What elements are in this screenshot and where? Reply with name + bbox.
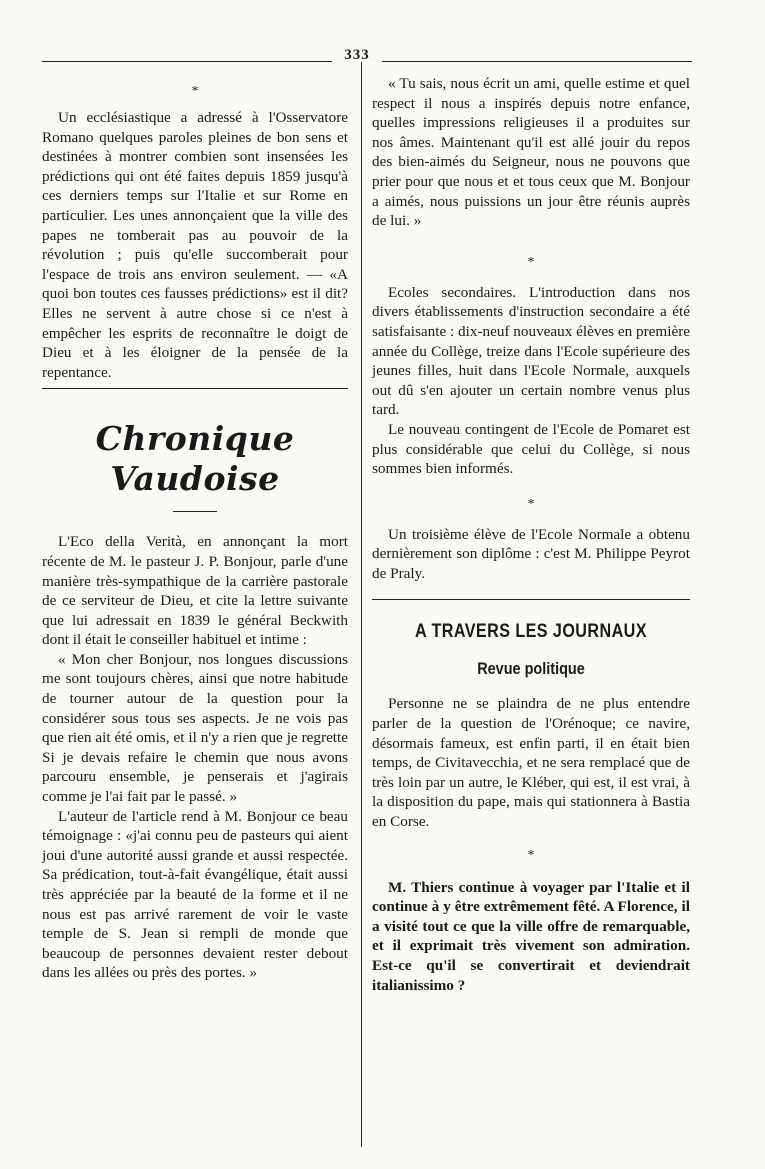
left-column bbox=[42, 72, 348, 983]
ornament-star: * bbox=[191, 84, 199, 99]
article-thiers: M. Thiers continue à voyager par l'Italie et il continue à y être extrêmement fêté. A Florence, il a visité tout ce que la ville offre de remarquable, et il exprimait très vivement son admiration. Est-ce qu'il se convertirait et deviendrait italianissimo ? bbox=[372, 878, 690, 994]
heading-rule bbox=[173, 511, 217, 512]
right-column bbox=[372, 72, 690, 995]
letter-beckwith: « Mon cher Bonjour, nos longues discussions me sont toujours chères, ainsi que notre habitude de tourner autour de la question pour la considérer sous tous ses aspects. Je ne vois pas que rien ait été omis, et il n'y a rien que je regrette Si je devais refaire le chemin que nous avons parcouru ensemble, je penserais et j'agirais comme je l'ai fait par le passé. » bbox=[42, 650, 348, 806]
chronique-heading: Chronique Vaudoise bbox=[95, 419, 295, 499]
article-bonjour: L'Eco della Verità, en annonçant la mort récente de M. le pasteur J. P. Bonjour, parle d'une manière très-sympathique de la carrière pastorale de ce serviteur de Dieu, et cite la lettre suivante que lui adressait en 1839 le général Beckwith dont il était le conseiller habituel et intime : bbox=[42, 533, 348, 649]
article-pomaret: Le nouveau contingent de l'Ecole de Pomaret est plus considérable que celui du Collège, si nous sommes bien informés. bbox=[372, 420, 690, 478]
article-peyrot: Un troisième élève de l'Ecole Normale a obtenu dernièrement son diplôme : c'est M. Philippe Peyrot de Praly. bbox=[372, 525, 690, 582]
ornament-star: * bbox=[527, 254, 535, 270]
article-bonjour-tribute: L'auteur de l'article rend à M. Bonjour ce beau témoignage : «j'ai connu peu de pasteurs qui aient joui d'une autorité aussi grande et aussi respectée. Sa prédication, tout-à-fait évangélique, était aussi très appréciée par la beauté de la forme et il ne nous est pas arrivé rarement de voir le vaste temple de S. Jean si rempli de monde que beaucoup de personnes devaient rester debout dans les allées ou près des portes. » bbox=[42, 807, 348, 982]
section-rule bbox=[372, 599, 690, 600]
ornament-star: * bbox=[527, 496, 535, 512]
column-divider bbox=[361, 62, 362, 1147]
ornament-star: * bbox=[527, 847, 535, 863]
article-ecoles: Ecoles secondaires. L'introduction dans nos divers établissements d'instruction secondaire a été satisfaisante : dix-neuf nouveaux élèves en première année du Collège, treize dans l'Ecole supérieure des jeunes filles, huit dans l'Ecole Normale, auxquels out dû s'en ajouter un certain nombre venus plus tard. bbox=[372, 283, 690, 419]
section-rule bbox=[42, 388, 348, 389]
article-friend-quote: « Tu sais, nous écrit un ami, quelle estime et quel respect il nous a inspirés depuis notre enfance, quelles impressions religieuses il a produites sur nos âmes. Maintenant qu'il est allé jouir du repos des bien-aimés du Seigneur, nous ne pouvons que prier pour que nous et et tous ceux que M. Bonjour a aimés, nous puissions un jour être réunis auprès de lui. » bbox=[372, 75, 690, 230]
journaux-heading: A TRAVERS LES JOURNAUX bbox=[415, 621, 647, 643]
article-osservatore: Un ecclésiastique a adressé à l'Osservatore Romano quelques paroles pleines de bon sens et destinées à montrer combien sont insensées les prédictions qui ont été faites depuis 1859 jusqu'à ces derniers temps sur l'Italie et sur Rome en particulier. Les unes annonçaient que la ville des papes ne tomberait pas au pouvoir de la révolution ; puis qu'elle succomberait pour l'espace de trois ans environ seulement. — «A quoi bon toutes ces fausses prédictions» est il dit? Elles ne servent à autre chose si ce n'est à empêcher les esprits de reconnaître le doigt de Dieu et à les éloigner de la pensée de la repentance. bbox=[42, 109, 348, 381]
header-rule-left bbox=[42, 61, 332, 62]
article-orenoque: Personne ne se plaindra de ne plus entendre parler de la question de l'Orénoque; ce navire, désormais fameux, est enfin parti, il en était bien temps, de Civitavecchia, et ne sera remplacé que de très loin par un autre, le Kléber, qui est, il est vrai, à la disposition du pape, mais qui stationnera à Bastia en Corse. bbox=[372, 695, 690, 831]
revue-heading: Revue politique bbox=[477, 659, 585, 679]
page-number: 333 bbox=[344, 47, 370, 63]
header-rule-right bbox=[382, 61, 692, 62]
